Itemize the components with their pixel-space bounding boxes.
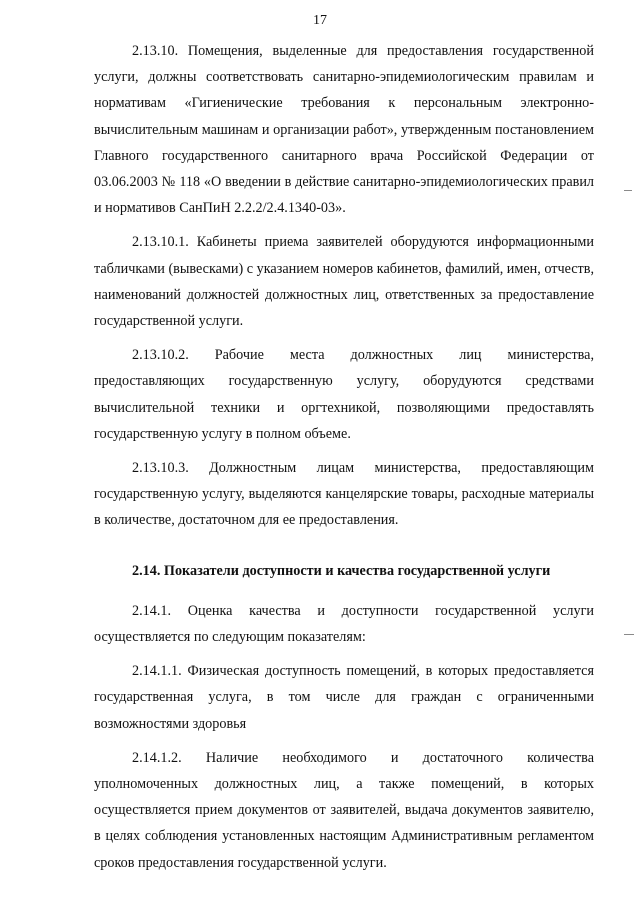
scan-mark <box>624 634 634 635</box>
document-body <box>94 38 594 876</box>
paragraph-2-13-10-2: 2.13.10.2. Рабочие места должностных лиц министерства, предоставляющих государственную услугу, оборудуются средствами вычислительной техники и оргтехникой, позволяющими предоставлять государственную услугу в полном объеме. <box>94 347 594 442</box>
scan-mark <box>624 190 632 191</box>
paragraph-2-13-10-1: 2.13.10.1. Кабинеты приема заявителей оборудуются информационными табличками (вывесками) с указанием номеров кабинетов, фамилий, имен, отчеств, наименований должностей должностных лиц, ответственных за предоставление государственной услуги. <box>94 234 594 330</box>
page-number: 17 <box>313 13 327 28</box>
paragraph-2-14-1: 2.14.1. Оценка качества и доступности государственной услуги осуществляется по следующим показателям: <box>94 602 594 646</box>
paragraph-2-13-10-3: 2.13.10.3. Должностным лицам министерства, предоставляющим государственную услугу, выделяются канцелярские товары, расходные материалы в количестве, достаточном для ее предоставления. <box>94 460 594 529</box>
section-heading-2-14: 2.14. Показатели доступности и качества государственной услуги <box>132 562 551 579</box>
paragraph-2-14-1-2: 2.14.1.2. Наличие необходимого и достаточного количества уполномоченных должностных лиц, а также помещений, в которых осуществляется прием документов от заявителей, выдача документов заявителю, в целях соблюдения установленных настоящим Административным регламентом сроков предоставления государственной услуги. <box>94 749 594 871</box>
paragraph-2-14-1-1: 2.14.1.1. Физическая доступность помещений, в которых предоставляется государственная услуга, в том числе для граждан с ограниченными возможностями здоровья <box>94 663 594 732</box>
paragraph-2-13-10: 2.13.10. Помещения, выделенные для предоставления государственной услуги, должны соответствовать санитарно-эпидемиологическим правилам и нормативам «Гигиенические требования к персональным электронно-вычислительным машинам и организации работ», утвержденным постановлением Главного государственного санитарного врача Российской Федерации от 03.06.2003 № 118 «О введении в действие санитарно-эпидемиологических правил и нормативов СанПиН 2.2.2/2.4.1340-03». <box>94 43 594 217</box>
